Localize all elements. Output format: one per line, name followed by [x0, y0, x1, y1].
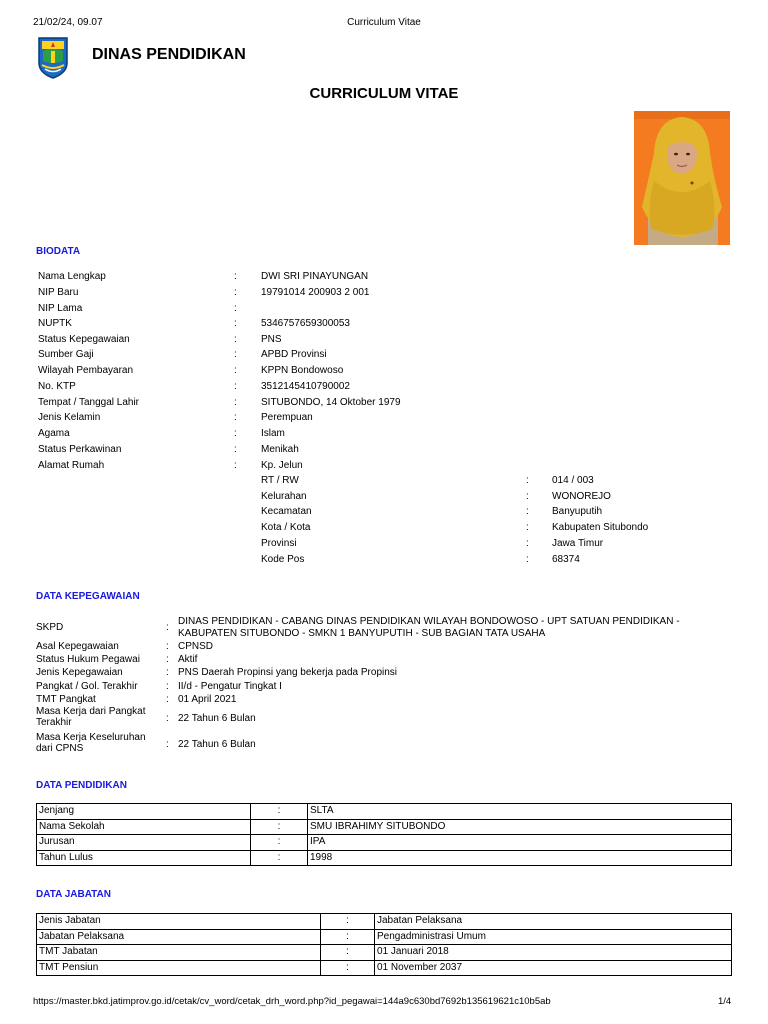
biodata-row [38, 286, 738, 300]
biodata-row [38, 317, 738, 331]
field-separator: : [166, 654, 169, 665]
field-separator: : [234, 444, 237, 455]
field-value: 22 Tahun 6 Bulan [178, 739, 256, 750]
field-separator: : [234, 365, 237, 376]
cell-separator: : [251, 835, 308, 851]
field-label-line2: dari CPNS [36, 743, 84, 754]
cell-label: Tahun Lulus [37, 850, 251, 866]
cell-label: Jenis Jabatan [37, 914, 321, 930]
address-value: Kabupaten Situbondo [552, 522, 649, 533]
field-value: II/d - Pengatur Tingkat I [178, 681, 282, 692]
field-label-line1: Masa Kerja Keseluruhan [36, 732, 146, 743]
cell-separator: : [251, 804, 308, 820]
field-value: DWI SRI PINAYUNGAN [261, 271, 369, 282]
field-separator: : [234, 303, 237, 314]
cell-value: SLTA [308, 804, 732, 820]
cell-value: 1998 [308, 850, 732, 866]
field-separator: : [234, 428, 237, 439]
section-title-jabatan: DATA JABATAN [36, 889, 111, 900]
biodata-row [38, 411, 738, 425]
address-value: 68374 [552, 554, 580, 565]
table-row [37, 914, 732, 930]
field-label: Nama Lengkap [38, 271, 106, 282]
field-value: 22 Tahun 6 Bulan [178, 713, 256, 724]
cell-value: 01 November 2037 [375, 960, 732, 976]
address-row [261, 474, 721, 488]
address-value: Jawa Timur [552, 538, 604, 549]
cell-separator: : [251, 850, 308, 866]
biodata-row [38, 364, 738, 378]
field-label: Tempat / Tanggal Lahir [38, 397, 139, 408]
table-row [37, 929, 732, 945]
field-value: Aktif [178, 654, 198, 665]
kepegawaian-row-masa-kerja-pangkat [36, 706, 736, 730]
cell-value: Pengadministrasi Umum [375, 929, 732, 945]
field-label: NIP Baru [38, 287, 79, 298]
biodata-row [38, 348, 738, 362]
print-datetime: 21/02/24, 09.07 [33, 17, 103, 28]
field-separator: : [234, 271, 237, 282]
address-row [261, 505, 721, 519]
field-value: SITUBONDO, 14 Oktober 1979 [261, 397, 401, 408]
field-separator: : [234, 397, 237, 408]
jatim-emblem-logo [36, 35, 70, 79]
biodata-row [38, 427, 738, 441]
field-label: Status Kepegawaian [38, 334, 130, 345]
field-label: TMT Pangkat [36, 694, 96, 705]
field-separator: : [166, 667, 169, 678]
cell-separator: : [321, 914, 375, 930]
address-label: Kecamatan [261, 506, 312, 517]
address-value: 014 / 003 [552, 475, 594, 486]
field-value: Kp. Jelun [261, 460, 303, 471]
field-separator: : [526, 522, 529, 533]
field-label: NIP Lama [38, 303, 83, 314]
address-label: Kota / Kota [261, 522, 311, 533]
address-row [261, 490, 721, 504]
field-value: KPPN Bondowoso [261, 365, 344, 376]
field-value: Islam [261, 428, 285, 439]
field-label: Status Hukum Pegawai [36, 654, 140, 665]
field-separator: : [526, 491, 529, 502]
field-separator: : [234, 460, 237, 471]
field-label: Wilayah Pembayaran [38, 365, 134, 376]
profile-photo [634, 111, 730, 245]
pendidikan-table [36, 803, 732, 866]
cell-value: IPA [308, 835, 732, 851]
field-value: PNS Daerah Propinsi yang bekerja pada Propinsi [178, 667, 398, 678]
table-row [37, 960, 732, 976]
address-value: WONOREJO [552, 491, 611, 502]
cell-value: SMU IBRAHIMY SITUBONDO [308, 819, 732, 835]
cell-label: Jurusan [37, 835, 251, 851]
field-value: Perempuan [261, 412, 313, 423]
field-value: PNS [261, 334, 282, 345]
cell-label: TMT Pensiun [37, 960, 321, 976]
field-separator: : [166, 739, 169, 750]
address-label: Kode Pos [261, 554, 305, 565]
field-value: CPNSD [178, 641, 214, 652]
field-separator: : [234, 287, 237, 298]
address-label: Provinsi [261, 538, 297, 549]
biodata-row [38, 302, 738, 316]
field-separator: : [526, 554, 529, 565]
field-separator: : [166, 641, 169, 652]
field-label: SKPD [36, 622, 64, 633]
cell-label: Nama Sekolah [37, 819, 251, 835]
kepegawaian-row [36, 641, 736, 653]
table-row [37, 945, 732, 961]
print-page-number: 1/4 [718, 996, 732, 1007]
field-value: APBD Provinsi [261, 349, 327, 360]
table-row [37, 804, 732, 820]
kepegawaian-row [36, 694, 736, 706]
cell-value: 01 Januari 2018 [375, 945, 732, 961]
field-label: Jenis Kepegawaian [36, 667, 123, 678]
field-label-line1: Masa Kerja dari Pangkat [36, 706, 146, 717]
kepegawaian-row [36, 667, 736, 679]
address-label: RT / RW [261, 475, 299, 486]
biodata-row [38, 333, 738, 347]
field-separator: : [166, 713, 169, 724]
print-doc-name: Curriculum Vitae [347, 17, 421, 28]
cell-value: Jabatan Pelaksana [375, 914, 732, 930]
field-separator: : [234, 412, 237, 423]
field-value-line2: KABUPATEN SITUBONDO - SMKN 1 BANYUPUTIH - SUB BAGIAN TATA USAHA [178, 628, 546, 639]
field-value: 5346757659300053 [261, 318, 350, 329]
section-title-kepegawaian: DATA KEPEGAWAIAN [36, 591, 140, 602]
kepegawaian-row [36, 681, 736, 693]
field-label: Status Perkawinan [38, 444, 122, 455]
cell-label: Jabatan Pelaksana [37, 929, 321, 945]
org-name: DINAS PENDIDIKAN [92, 46, 246, 63]
field-value-line1: DINAS PENDIDIKAN - CABANG DINAS PENDIDIKAN WILAYAH BONDOWOSO - UPT SATUAN PENDIDIKAN - [178, 616, 680, 627]
field-label: Alamat Rumah [38, 460, 105, 471]
kepegawaian-row-masa-kerja-total [36, 732, 736, 756]
field-label: NUPTK [38, 318, 72, 329]
field-label-line2: Terakhir [36, 717, 72, 728]
address-value: Banyuputih [552, 506, 603, 517]
print-url[interactable]: https://master.bkd.jatimprov.go.id/cetak/cv_word/cetak_drh_word.php?id_pegawai=144a9c630bd7692b135619621c10b5ab [33, 996, 551, 1007]
field-separator: : [234, 318, 237, 329]
table-row [37, 850, 732, 866]
section-title-pendidikan: DATA PENDIDIKAN [36, 780, 127, 791]
section-title-biodata: BIODATA [36, 246, 81, 257]
table-row [37, 819, 732, 835]
field-separator: : [234, 381, 237, 392]
biodata-row [38, 443, 738, 457]
cell-separator: : [321, 929, 375, 945]
jabatan-table [36, 913, 732, 976]
field-separator: : [526, 475, 529, 486]
field-value: 01 April 2021 [178, 694, 237, 705]
field-separator: : [526, 506, 529, 517]
biodata-row [38, 459, 738, 473]
field-label: Agama [38, 428, 70, 439]
field-separator: : [166, 694, 169, 705]
table-row [37, 835, 732, 851]
field-separator: : [526, 538, 529, 549]
field-label: Sumber Gaji [38, 349, 94, 360]
field-value: Menikah [261, 444, 299, 455]
field-label: No. KTP [38, 381, 76, 392]
kepegawaian-row [36, 654, 736, 666]
kepegawaian-row-skpd [36, 616, 736, 640]
biodata-row [38, 396, 738, 410]
cell-label: TMT Jabatan [37, 945, 321, 961]
page-title: CURRICULUM VITAE [309, 85, 459, 102]
field-value: 3512145410790002 [261, 381, 350, 392]
biodata-row [38, 270, 738, 284]
field-separator: : [166, 622, 169, 633]
cell-separator: : [321, 960, 375, 976]
field-separator: : [234, 349, 237, 360]
address-row [261, 537, 721, 551]
address-label: Kelurahan [261, 491, 307, 502]
field-separator: : [234, 334, 237, 345]
field-value: 19791014 200903 2 001 [261, 287, 370, 298]
field-label: Asal Kepegawaian [36, 641, 119, 652]
field-separator: : [166, 681, 169, 692]
cell-separator: : [321, 945, 375, 961]
cell-label: Jenjang [37, 804, 251, 820]
field-label: Pangkat / Gol. Terakhir [36, 681, 138, 692]
biodata-row [38, 380, 738, 394]
address-row [261, 521, 721, 535]
cell-separator: : [251, 819, 308, 835]
field-label: Jenis Kelamin [38, 412, 101, 423]
address-row [261, 553, 721, 567]
